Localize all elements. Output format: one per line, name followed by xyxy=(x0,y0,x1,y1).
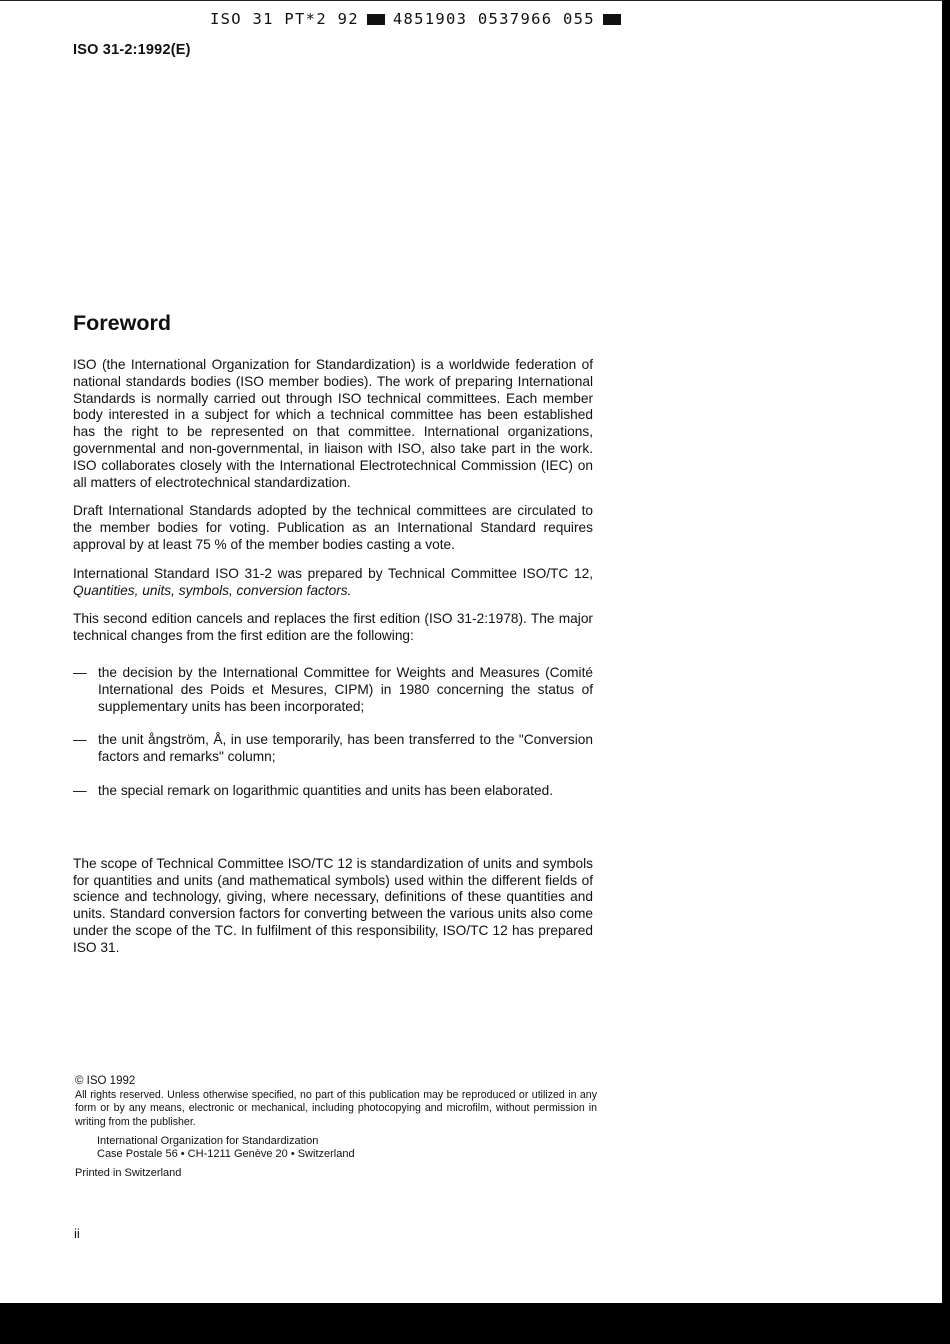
list-item-text: the special remark on logarithmic quantities and units has been elaborated. xyxy=(98,782,554,798)
dash-bullet: — xyxy=(73,664,87,680)
scan-code-right: 4851903 0537966 055 xyxy=(392,10,595,28)
changes-list xyxy=(73,665,593,800)
scan-block-mark xyxy=(367,14,385,25)
scan-right-border xyxy=(942,0,950,1303)
publisher-postal-address: Case Postale 56 • CH-1211 Genève 20 • Switzerland xyxy=(97,1148,355,1161)
foreword-paragraph-3 xyxy=(73,566,593,600)
list-item-text: the decision by the International Committee for Weights and Measures (Comité International des Poids et Mesures, CIPM) in 1980 concerning the status of supplementary units has been incorporated; xyxy=(98,664,593,714)
printed-in: Printed in Switzerland xyxy=(75,1167,182,1180)
rights-statement: All rights reserved. Unless otherwise specified, no part of this publication may be reproduced or utilized in any form or by any means, electronic or mechanical, including photocopying and microfilm, without permission in writing from the publisher. xyxy=(75,1089,597,1128)
paragraph-3-text: International Standard ISO 31-2 was prepared by Technical Committee ISO/TC 12, xyxy=(73,565,593,581)
scan-code-left: ISO 31 PT*2 92 xyxy=(210,10,359,28)
foreword-paragraph-4: This second edition cancels and replaces the first edition (ISO 31-2:1978). The major technical changes from the first edition are the following: xyxy=(73,611,593,644)
document-id: ISO 31-2:1992(E) xyxy=(73,42,191,58)
foreword-paragraph-1: ISO (the International Organization for Standardization) is a worldwide federation of national standards bodies (ISO member bodies). The work of preparing International Standards is normally carried out through ISO technical committees. Each member body interested in a subject for which a technical committee has been established has the right to be represented on that committee. International organizations, governmental and non-governmental, in liaison with ISO, also take part in the work. ISO collaborates closely with the International Electrotechnical Commission (IEC) on all matters of electrotechnical standardization. xyxy=(73,357,593,490)
publisher-name: International Organization for Standardization xyxy=(97,1134,319,1147)
scope-paragraph: The scope of Technical Committee ISO/TC 12 is standardization of units and symbols for quantities and units (and mathematical symbols) used within the different fields of science and technology, giving, where necessary, definitions of these quantities and units. Standard conversion factors for converting between the various units also come under the scope of the TC. In fulfilment of this responsibility, ISO/TC 12 has prepared ISO 31. xyxy=(73,855,593,955)
copyright-notice: © ISO 1992 xyxy=(75,1075,136,1087)
copyright-block xyxy=(75,1075,597,1180)
foreword-body xyxy=(73,357,593,969)
committee-title: Quantities, units, symbols, conversion factors. xyxy=(73,582,352,598)
page-number: ii xyxy=(74,1226,80,1241)
publisher-address xyxy=(75,1135,597,1161)
dash-bullet: — xyxy=(73,732,87,748)
foreword-title: Foreword xyxy=(73,311,171,335)
list-item xyxy=(73,665,593,715)
scan-header-code xyxy=(210,8,670,30)
list-item-text: the unit ångström, Å, in use temporarily, has been transferred to the "Conversion factors and remarks" column; xyxy=(98,732,593,765)
top-edge-line xyxy=(0,0,942,1)
scan-bottom-border xyxy=(0,1303,950,1344)
scan-block-mark xyxy=(603,14,621,25)
foreword-paragraph-2: Draft International Standards adopted by the technical committees are circulated to the member bodies for voting. Publication as an International Standard requires approval by at least 75 % of the member bodies casting a vote. xyxy=(73,503,593,552)
dash-bullet: — xyxy=(73,782,87,798)
list-item xyxy=(73,783,593,800)
list-item xyxy=(73,732,593,766)
